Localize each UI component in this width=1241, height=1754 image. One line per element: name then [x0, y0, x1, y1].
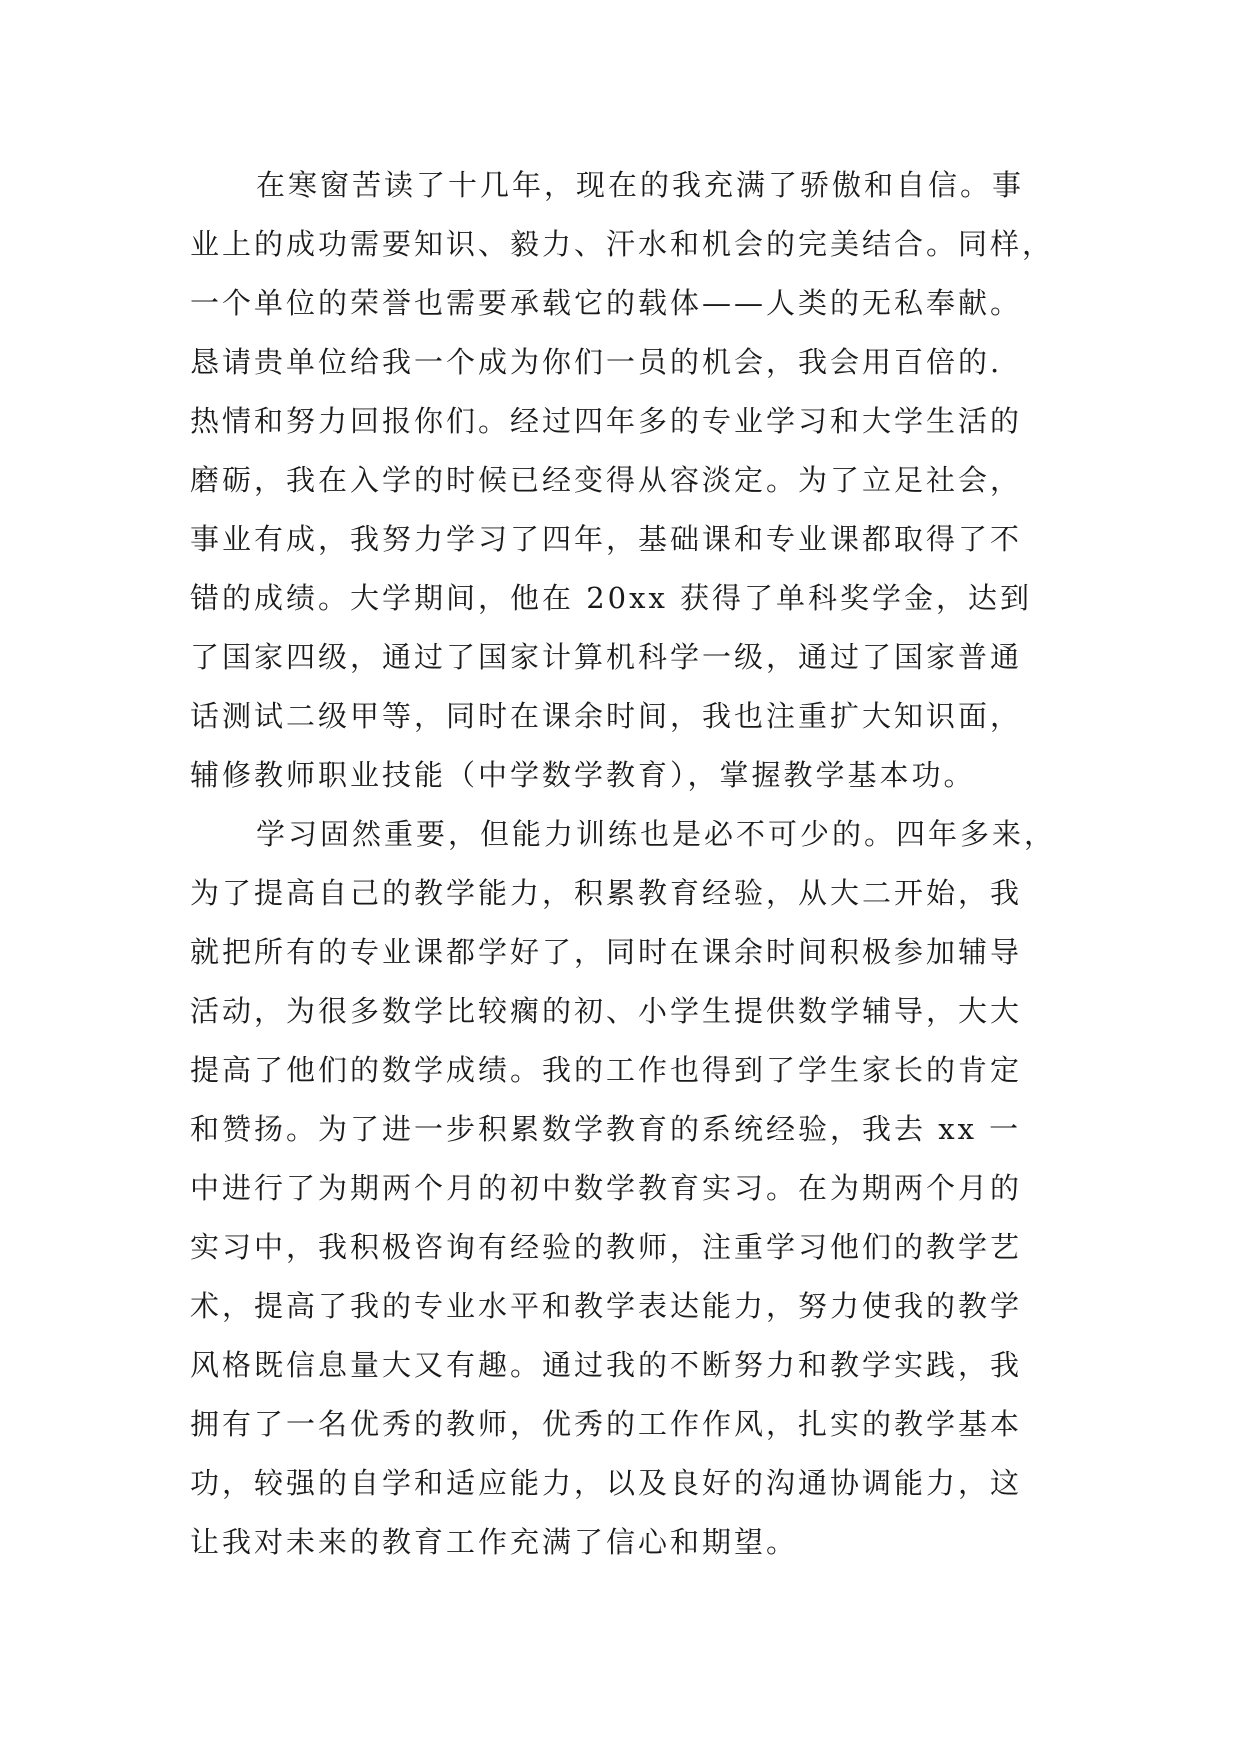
paragraph-line: 一个单位的荣誉也需要承载它的载体——人类的无私奉献。: [190, 286, 1023, 320]
paragraph-2: [190, 805, 1057, 1572]
paragraph-line: 风格既信息量大又有趣。通过我的不断努力和教学实践，我: [190, 1348, 1023, 1382]
paragraph-line: 让我对未来的教育工作充满了信心和期望。: [190, 1525, 799, 1559]
paragraph-line: 恳请贵单位给我一个成为你们一员的机会，我会用百倍的.: [190, 345, 1003, 379]
paragraph-line: 中进行了为期两个月的初中数学教育实习。在为期两个月的: [190, 1171, 1023, 1205]
paragraph-line: 为了提高自己的教学能力，积累教育经验，从大二开始，我: [190, 876, 1023, 910]
paragraph-line: 实习中，我积极咨询有经验的教师，注重学习他们的教学艺: [190, 1230, 1023, 1264]
paragraph-line: 功，较强的自学和适应能力，以及良好的沟通协调能力，这: [190, 1466, 1023, 1500]
paragraph-line: 磨砺，我在入学的时候已经变得从容淡定。为了立足社会，: [190, 463, 1023, 497]
paragraph-line: 和赞扬。为了进一步积累数学教育的系统经验，我去 xx 一: [190, 1112, 1022, 1146]
paragraph-line: 业上的成功需要知识、毅力、汗水和机会的完美结合。同样，: [190, 227, 1055, 261]
paragraph-line: 学习固然重要，但能力训练也是必不可少的。四年多来，: [256, 817, 1057, 851]
paragraph-line: 热情和努力回报你们。经过四年多的专业学习和大学生活的: [190, 404, 1023, 438]
paragraph-line: 术，提高了我的专业水平和教学表达能力，努力使我的教学: [190, 1289, 1023, 1323]
paragraph-1: [190, 156, 1055, 805]
paragraph-line: 就把所有的专业课都学好了，同时在课余时间积极参加辅导: [190, 935, 1023, 969]
paragraph-line: 在寒窗苦读了十几年，现在的我充满了骄傲和自信。事: [256, 168, 1025, 202]
paragraph-line: 活动，为很多数学比较瘸的初、小学生提供数学辅导，大大: [190, 994, 1023, 1028]
paragraph-line: 话测试二级甲等，同时在课余时间，我也注重扩大知识面，: [190, 699, 1023, 733]
paragraph-line: 辅修教师职业技能（中学数学教育），掌握教学基本功。: [190, 758, 976, 792]
paragraph-line: 事业有成，我努力学习了四年，基础课和专业课都取得了不: [190, 522, 1023, 556]
paragraph-line: 了国家四级，通过了国家计算机科学一级，通过了国家普通: [190, 640, 1023, 674]
paragraph-line: 提高了他们的数学成绩。我的工作也得到了学生家长的肯定: [190, 1053, 1023, 1087]
paragraph-line: 错的成绩。大学期间，他在 20xx 获得了单科奖学金，达到: [190, 581, 1033, 615]
paragraph-line: 拥有了一名优秀的教师，优秀的工作作风，扎实的教学基本: [190, 1407, 1023, 1441]
